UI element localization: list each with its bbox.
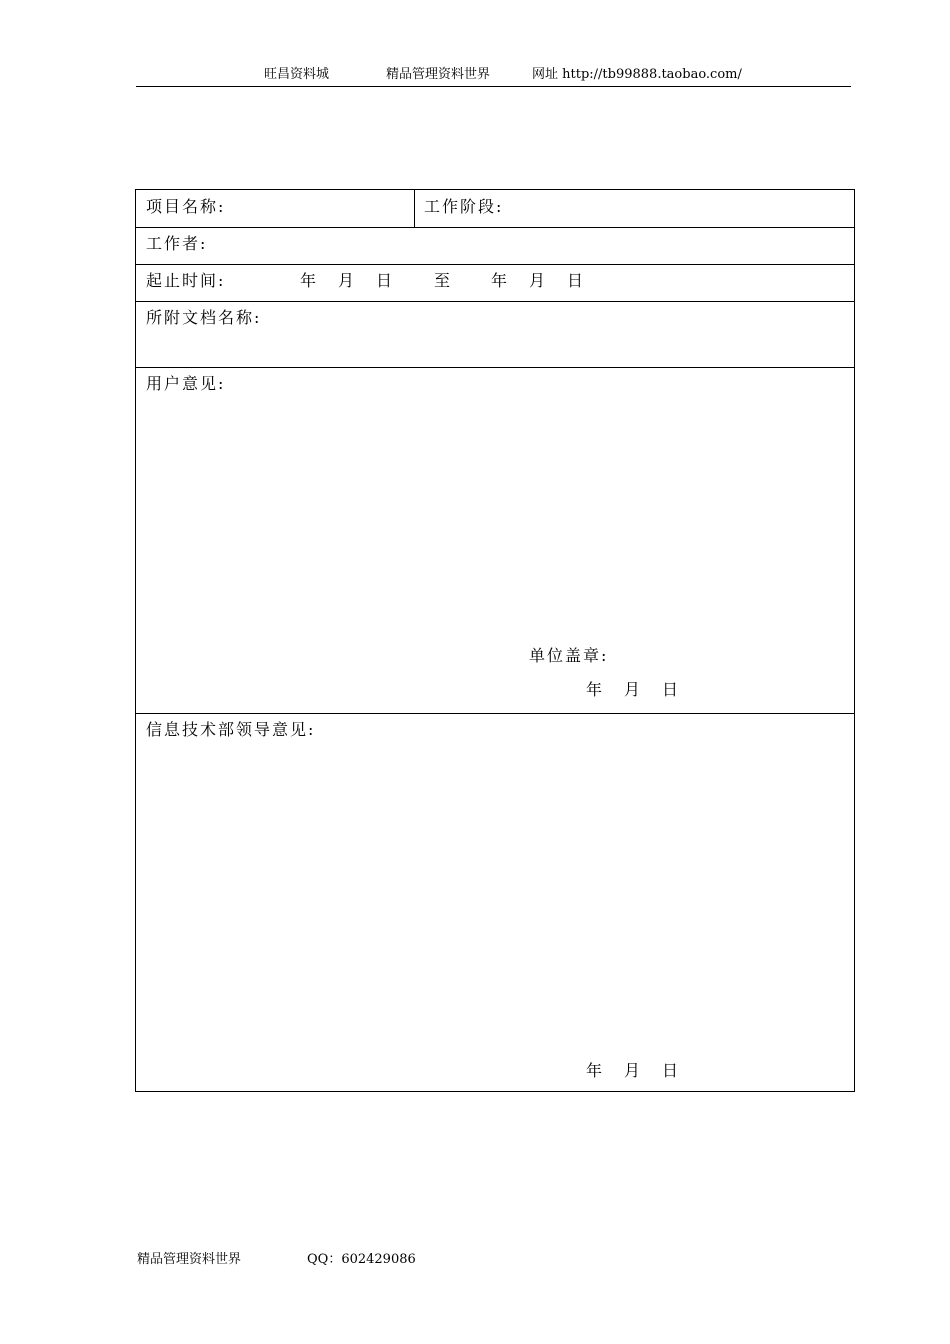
row-period (136, 264, 854, 302)
user-sign-year-label: 年 (586, 680, 605, 699)
row-worker (136, 227, 854, 265)
work-stage-label: 工作阶段: (424, 197, 504, 216)
attached-docs-label: 所附文档名称: (146, 308, 262, 327)
project-name-label: 项目名称: (146, 197, 226, 216)
row-it-leader-opinion (136, 713, 854, 1091)
row-attached-docs (136, 301, 854, 368)
end-day-label: 日 (567, 271, 586, 290)
header-shop-name: 旺昌资料城 (264, 67, 330, 82)
user-sign-day-label: 日 (662, 680, 681, 699)
leader-sign-year-label: 年 (586, 1061, 605, 1080)
it-leader-opinion-label: 信息技术部领导意见: (146, 720, 316, 739)
unit-seal-label: 单位盖章: (529, 646, 609, 665)
header-url: 网址 http://tb99888.taobao.com/ (532, 67, 742, 82)
worker-label: 工作者: (146, 234, 208, 253)
footer-qq: QQ：602429086 (307, 1252, 416, 1267)
user-opinion-label: 用户意见: (146, 374, 226, 393)
user-sign-month-label: 月 (624, 680, 643, 699)
start-day-label: 日 (376, 271, 395, 290)
start-year-label: 年 (300, 271, 319, 290)
start-month-label: 月 (338, 271, 357, 290)
column-divider (414, 190, 415, 227)
end-year-label: 年 (491, 271, 510, 290)
row-project (136, 190, 854, 228)
page-header (136, 66, 851, 87)
leader-sign-day-label: 日 (662, 1061, 681, 1080)
period-label: 起止时间: (146, 271, 226, 290)
work-record-form (135, 189, 855, 1092)
page-footer (137, 1248, 416, 1267)
row-user-opinion (136, 367, 854, 714)
to-label: 至 (434, 271, 453, 290)
header-slogan: 精品管理资料世界 (386, 67, 491, 82)
leader-sign-month-label: 月 (624, 1061, 643, 1080)
footer-slogan: 精品管理资料世界 (137, 1252, 242, 1267)
end-month-label: 月 (529, 271, 548, 290)
